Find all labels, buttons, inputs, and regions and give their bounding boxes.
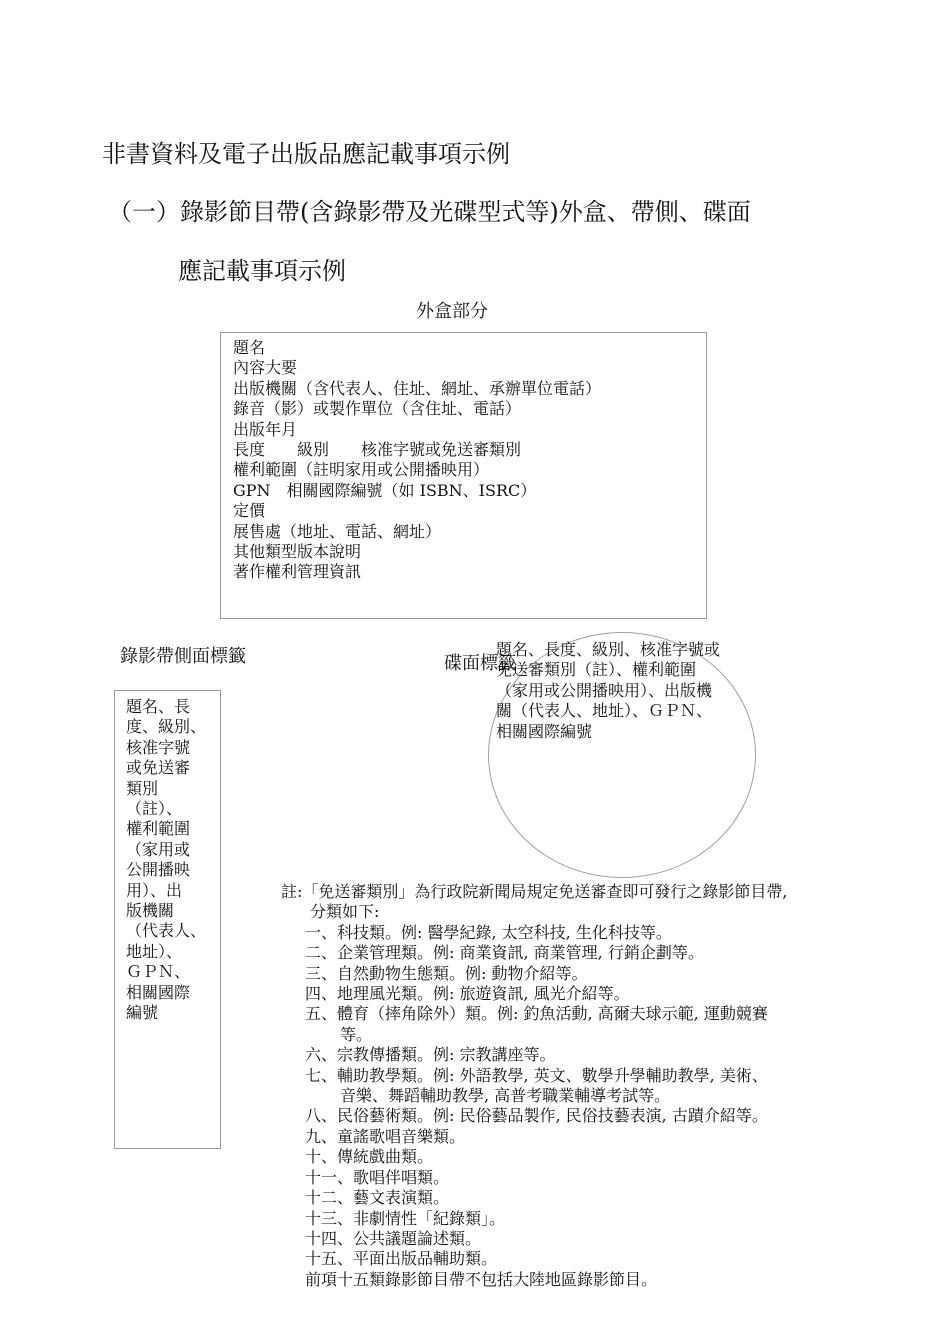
notes-item: 八、民俗藝術類。例: 民俗藝品製作, 民俗技藝表演, 古蹟介紹等。 bbox=[305, 1106, 768, 1126]
notes-item: 六、宗教傳播類。例: 宗教講座等。 bbox=[305, 1045, 556, 1065]
outer-box-line: 出版機關（含代表人、住址、網址、承辦單位電話） bbox=[233, 378, 602, 398]
outer-box-content bbox=[233, 338, 601, 583]
outer-box-line: 長度 級別 核准字號或免送審類別 bbox=[233, 440, 522, 460]
outer-box-line: 定價 bbox=[233, 501, 266, 521]
side-label-line: 或免送審 bbox=[126, 758, 191, 778]
side-label-line: 權利範圍 bbox=[126, 819, 191, 839]
notes-item-continued: 音樂、舞蹈輔助教學, 高普考職業輔導考試等。 bbox=[340, 1086, 671, 1106]
outer-box-line: 內容大要 bbox=[233, 358, 298, 378]
side-label-line: 核准字號 bbox=[126, 737, 191, 757]
side-label-title: 錄影帶側面標籤 bbox=[120, 646, 246, 667]
side-label-line: （家用或 bbox=[126, 839, 191, 859]
notes-item: 二、企業管理類。例: 商業資訊, 商業管理, 行銷企劃等。 bbox=[305, 943, 704, 963]
notes-intro: 註:「免送審類別」為行政院新聞局規定免送審查即可發行之錄影節目帶, bbox=[281, 882, 788, 901]
side-label-line: 版機關 bbox=[126, 901, 175, 921]
section-heading: （一）錄影節目帶(含錄影帶及光碟型式等)外盒、帶側、碟面 bbox=[108, 198, 751, 226]
notes-item: 四、地理風光類。例: 旅遊資訊, 風光介紹等。 bbox=[305, 984, 630, 1004]
notes-item: 七、輔助教學類。例: 外語教學, 英文、數學升學輔助教學, 美術、 bbox=[305, 1065, 768, 1085]
outer-box-caption: 外盒部分 bbox=[416, 301, 488, 322]
outer-box-line: 題名 bbox=[233, 338, 266, 357]
notes-item-continued: 等。 bbox=[340, 1024, 373, 1044]
side-label-line: 類別 bbox=[126, 778, 159, 798]
disc-label-line: 免送審類別（註）、權利範圍 bbox=[496, 660, 697, 680]
outer-box-line: GPN 相關國際編號（如 ISBN、ISRC） bbox=[233, 480, 537, 500]
side-label-line: 度、級別、 bbox=[126, 717, 207, 737]
notes-item: 十二、藝文表演類。 bbox=[305, 1188, 450, 1208]
side-label-line: 相關國際 bbox=[126, 982, 191, 1002]
notes-section bbox=[281, 882, 787, 1290]
disc-label-title: 碟面標籤 bbox=[444, 653, 516, 674]
side-label-line: 公開播映 bbox=[126, 860, 191, 880]
side-label-line: 用）、出 bbox=[126, 880, 183, 900]
document-title: 非書資料及電子出版品應記載事項示例 bbox=[102, 140, 510, 168]
outer-box-line: 展售處（地址、電話、網址） bbox=[233, 521, 442, 541]
outer-box-frame bbox=[220, 332, 707, 619]
disc-label-line: （家用或公開播映用）、出版機 bbox=[496, 680, 713, 700]
disc-label-line: 題名、長度、級別、核准字號或 bbox=[496, 640, 721, 659]
notes-intro-continued: 分類如下: bbox=[310, 902, 380, 922]
disc-label-line: 相關國際編號 bbox=[496, 721, 593, 741]
outer-box-line: 錄音（影）或製作單位（含住址、電話） bbox=[233, 399, 522, 419]
notes-item: 十四、公共議題論述類。 bbox=[305, 1228, 482, 1248]
side-label-line: ＧＰＮ、 bbox=[126, 962, 191, 982]
notes-footer: 前項十五類錄影節目帶不包括大陸地區錄影節目。 bbox=[305, 1269, 658, 1289]
side-label-frame bbox=[114, 690, 221, 1149]
notes-item: 五、體育（摔角除外）類。例: 釣魚活動, 高爾夫球示範, 運動競賽 bbox=[305, 1004, 768, 1024]
outer-box-line: 其他類型版本說明 bbox=[233, 542, 362, 562]
notes-item: 十、傳統戲曲類。 bbox=[305, 1147, 434, 1167]
side-label-line: 地址）、 bbox=[126, 941, 183, 961]
outer-box-line: 出版年月 bbox=[233, 419, 298, 439]
notes-item: 一、科技類。例: 醫學紀錄, 太空科技, 生化科技等。 bbox=[305, 922, 672, 942]
notes-item: 九、童謠歌唱音樂類。 bbox=[305, 1126, 466, 1146]
notes-item: 十一、歌唱伴唱類。 bbox=[305, 1167, 450, 1187]
outer-box-line: 著作權利管理資訊 bbox=[233, 562, 362, 582]
notes-item: 十五、平面出版品輔助類。 bbox=[305, 1249, 498, 1269]
side-label-line: （註）、 bbox=[126, 799, 183, 819]
section-heading-continued: 應記載事項示例 bbox=[178, 257, 346, 285]
notes-item: 十三、非劇情性「紀錄類」。 bbox=[305, 1208, 506, 1228]
disc-label-line: 關（代表人、地址）、ＧＰＮ、 bbox=[496, 701, 713, 721]
side-label-line: （代表人、 bbox=[126, 921, 207, 941]
outer-box-line: 權利範圍（註明家用或公開播映用） bbox=[233, 460, 490, 480]
side-label-line: 題名、長 bbox=[126, 697, 191, 716]
side-label-content bbox=[126, 697, 206, 1024]
disc-label-content bbox=[496, 640, 720, 742]
side-label-line: 編號 bbox=[126, 1003, 159, 1023]
notes-item: 三、自然動物生態類。例: 動物介紹等。 bbox=[305, 963, 588, 983]
